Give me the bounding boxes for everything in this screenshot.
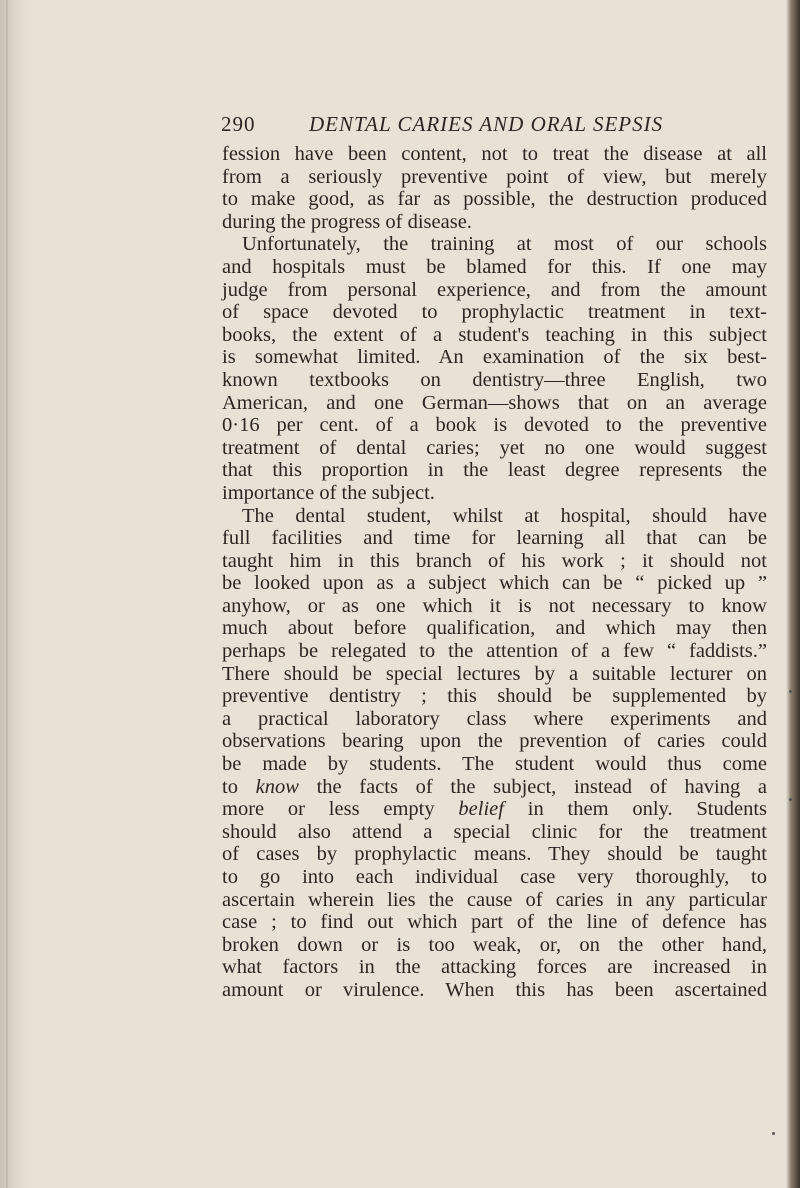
text-line-content: judge from personal experience, and from the amount: [222, 278, 767, 301]
text-line: [222, 482, 767, 505]
page-gutter-line: [6, 0, 8, 1188]
text-line-content: that this proportion in the least degree represents the: [222, 459, 767, 482]
speck-mark: [789, 798, 792, 801]
text-line: [222, 753, 767, 776]
text-line-content: to make good, as far as possible, the destruction produced: [222, 188, 767, 211]
text-line-content: be looked upon as a subject which can be “ picked up ”: [222, 572, 767, 595]
text-line: [222, 346, 767, 369]
text-line: [222, 527, 767, 550]
body-text: [222, 143, 767, 1002]
text-line-content: treatment of dental caries; yet no one would suggest: [222, 436, 767, 459]
text-line: [222, 595, 767, 618]
page-edge-shadow: [786, 0, 800, 1188]
text-line-content: ascertain wherein lies the cause of caries in any particular: [222, 888, 767, 911]
text-line: [222, 708, 767, 731]
text-line-content: preventive dentistry ; this should be supplemented by: [222, 685, 767, 708]
text-line: [222, 459, 767, 482]
text-line: [222, 256, 767, 279]
text-line-content: American, and one German—shows that on an average: [222, 391, 767, 414]
text-line-content: taught him in this branch of his work ; it should not: [222, 549, 767, 572]
text-line-content: from a seriously preventive point of view, but merely: [222, 165, 767, 188]
text-line-content: be made by students. The student would thus come: [222, 753, 767, 776]
text-line: [222, 188, 767, 211]
emphasized-word: belief: [458, 798, 504, 821]
text-line-content: a practical laboratory class where experiments and: [222, 707, 767, 730]
text-line-content: broken down or is too weak, or, on the other hand,: [222, 933, 767, 956]
speck-mark: [789, 690, 792, 693]
text-line-content: books, the extent of a student's teaching in this subject: [222, 323, 767, 346]
text-line: [222, 572, 767, 595]
text-line: [222, 211, 767, 234]
text-line: [222, 369, 767, 392]
text-line: [222, 324, 767, 347]
text-line-content: There should be special lectures by a suitable lecturer on: [222, 662, 767, 685]
text-line-content: full facilities and time for learning all that can be: [222, 527, 767, 550]
text-line-content: to go into each individual case very thoroughly, to: [222, 866, 767, 888]
text-line: [222, 798, 767, 821]
text-line-content: perhaps be relegated to the attention of a few “ faddists.”: [222, 640, 767, 663]
text-line: [222, 821, 767, 844]
text-line: [222, 437, 767, 460]
text-line-content: importance of the subject.: [222, 481, 435, 504]
text-line-content: 0·16 per cent. of a book is devoted to the preventive: [222, 414, 767, 437]
text-line: [222, 866, 767, 889]
text-line-content: of cases by prophylactic means. They should be taught: [222, 843, 767, 866]
text-line-content: known textbooks on dentistry—three English, two: [222, 368, 767, 391]
text-line: [222, 979, 767, 1002]
text-line-content: should also attend a special clinic for the treatment: [222, 820, 767, 843]
text-line: [222, 663, 767, 686]
running-title: DENTAL CARIES AND ORAL SEPSIS: [309, 112, 664, 136]
text-line-content: in them only. Students: [503, 798, 767, 821]
text-line-content: observations bearing upon the prevention of caries could: [222, 730, 767, 753]
text-line-content: what factors in the attacking forces are increased in: [222, 956, 767, 979]
text-line-content: The dental student, whilst at hospital, should have: [242, 504, 767, 527]
text-line-content: much about before qualification, and which may then: [222, 617, 767, 640]
running-head: [221, 112, 800, 137]
text-line-content: during the progress of disease.: [222, 210, 472, 233]
text-line: [222, 392, 767, 415]
text-line-content: anyhow, or as one which it is not necessary to know: [222, 594, 767, 617]
text-line-content: more or less empty: [222, 798, 459, 821]
text-line-content: case ; to find out which part of the line of defence has: [222, 911, 767, 934]
text-line: [222, 843, 767, 866]
text-line: [222, 776, 767, 799]
text-line-content: is somewhat limited. An examination of the six best-: [222, 346, 767, 369]
page-number: 290: [221, 112, 256, 136]
text-line: [222, 279, 767, 302]
text-line: [222, 730, 767, 753]
text-line: [222, 956, 767, 979]
speck-mark: [772, 1132, 775, 1135]
text-line: [222, 934, 767, 957]
page-binding-shadow: [0, 0, 30, 1188]
text-line-content: Unfortunately, the training at most of our schools: [242, 233, 767, 256]
text-line: [222, 911, 767, 934]
text-line-content: amount or virulence. When this has been ascertained: [222, 978, 767, 1001]
text-line: [222, 166, 767, 189]
text-line-content: the facts of the subject, instead of having a: [298, 775, 768, 798]
text-line: [222, 889, 767, 912]
text-line: [222, 505, 767, 528]
text-line: [222, 143, 767, 166]
text-line-content: of space devoted to prophylactic treatment in text-: [222, 301, 767, 324]
text-line-content: fession have been content, not to treat the disease at all: [222, 143, 767, 165]
text-line-content: to: [222, 775, 256, 798]
emphasized-word: know: [255, 775, 299, 798]
text-line: [222, 550, 767, 573]
text-line: [222, 414, 767, 437]
text-line: [222, 301, 767, 324]
text-line: [222, 685, 767, 708]
text-line: [222, 233, 767, 256]
text-line: [222, 640, 767, 663]
text-line-content: and hospitals must be blamed for this. If one may: [222, 255, 767, 278]
text-line: [222, 617, 767, 640]
